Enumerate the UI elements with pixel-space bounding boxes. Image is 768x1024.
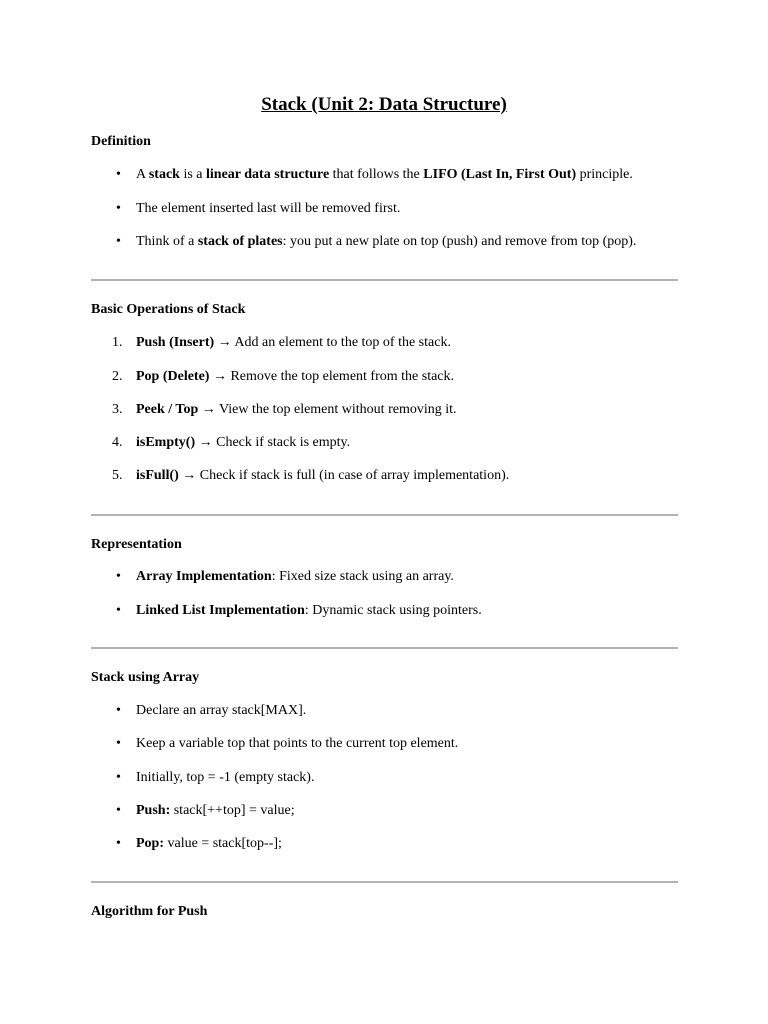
section-heading-representation: Representation — [91, 537, 182, 552]
section-heading-stack-array: Stack using Array — [91, 670, 200, 685]
bullet-marker: • — [116, 736, 121, 751]
bullet-marker: • — [116, 836, 121, 851]
bullet-marker: • — [116, 603, 121, 618]
bullet-marker: • — [116, 234, 121, 249]
list-item: Initially, top = -1 (empty stack). — [136, 770, 315, 785]
section-divider — [91, 881, 678, 883]
bullet-marker: • — [116, 770, 121, 785]
list-number: 1. — [112, 335, 123, 350]
list-item: isFull() → Check if stack is full (in case of array implementation). — [136, 468, 510, 483]
list-number: 5. — [112, 468, 123, 483]
section-divider — [91, 647, 678, 649]
list-item: Pop: value = stack[top--]; — [136, 836, 282, 851]
section-divider — [91, 514, 678, 516]
list-number: 3. — [112, 402, 123, 417]
list-number: 2. — [112, 369, 123, 384]
list-item: Think of a stack of plates: you put a new plate on top (push) and remove from top (pop). — [136, 234, 637, 249]
list-item: Peek / Top → View the top element without removing it. — [136, 402, 457, 417]
section-divider — [91, 279, 678, 281]
list-number: 4. — [112, 435, 123, 450]
list-item: The element inserted last will be removed first. — [136, 201, 401, 216]
bullet-marker: • — [116, 201, 121, 216]
section-heading-operations: Basic Operations of Stack — [91, 302, 246, 317]
list-item: Array Implementation: Fixed size stack using an array. — [136, 569, 454, 584]
list-item: isEmpty() → Check if stack is empty. — [136, 435, 351, 450]
list-item: Pop (Delete) → Remove the top element from the stack. — [136, 369, 455, 384]
list-item: Push: stack[++top] = value; — [136, 803, 295, 818]
bullet-marker: • — [116, 167, 121, 182]
list-item: Linked List Implementation: Dynamic stack using pointers. — [136, 603, 482, 618]
bullet-marker: • — [116, 703, 121, 718]
list-item: Keep a variable top that points to the current top element. — [136, 736, 459, 751]
bullet-marker: • — [116, 803, 121, 818]
section-heading-definition: Definition — [91, 134, 151, 149]
page-title: Stack (Unit 2: Data Structure) — [261, 94, 507, 115]
section-heading-algorithm-push: Algorithm for Push — [91, 904, 208, 919]
list-item: Push (Insert) → Add an element to the top of the stack. — [136, 335, 451, 350]
list-item: Declare an array stack[MAX]. — [136, 703, 307, 718]
bullet-marker: • — [116, 569, 121, 584]
list-item: A stack is a linear data structure that follows the LIFO (Last In, First Out) principle. — [136, 167, 633, 182]
